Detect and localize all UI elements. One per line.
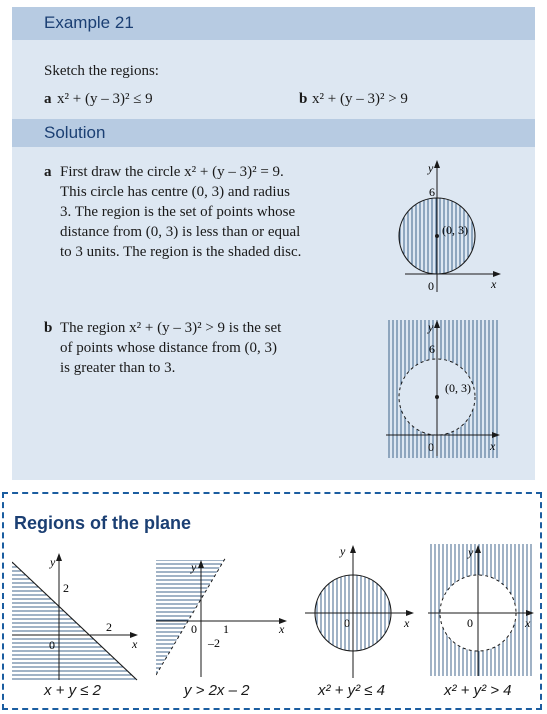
solution-b-label: b xyxy=(44,320,53,336)
x-axis-label: x xyxy=(491,277,497,291)
y-axis-label: y xyxy=(428,320,434,334)
centre-point xyxy=(435,395,439,399)
region-graph-disc xyxy=(300,540,418,680)
y-axis-label: y xyxy=(428,161,434,175)
region-caption: x² + y² ≤ 4 xyxy=(318,682,385,699)
origin-label: 0 xyxy=(467,616,473,630)
region-graph-linear-1 xyxy=(12,550,140,682)
part-a-label: a xyxy=(44,91,52,107)
part-a-expression: x² + (y – 3)² ≤ 9 xyxy=(57,91,153,107)
centre-label: (0, 3) xyxy=(445,381,471,395)
origin-label: 0 xyxy=(428,279,434,293)
region-caption: x² + y² > 4 xyxy=(444,682,512,699)
y-axis-label: y xyxy=(468,545,474,559)
y-intercept-label: 2 xyxy=(63,581,69,595)
solution-a-line: 3. The region is the set of points whose xyxy=(60,204,296,220)
solution-a-line: This circle has centre (0, 3) and radius xyxy=(60,184,290,200)
origin-label: 0 xyxy=(49,638,55,652)
solution-a-label: a xyxy=(44,164,52,180)
x-axis-label: x xyxy=(490,439,496,453)
y-tick-6: 6 xyxy=(429,342,435,356)
x-axis-label: x xyxy=(525,616,531,630)
origin-label: 0 xyxy=(191,622,197,636)
solution-b-line: is greater than to 3. xyxy=(60,360,176,376)
shaded-disc xyxy=(310,570,400,660)
part-b-expression: x² + (y – 3)² > 9 xyxy=(312,91,408,107)
centre-label: (0, 3) xyxy=(442,223,468,237)
regions-title: Regions of the plane xyxy=(14,513,192,533)
x-axis-label: x xyxy=(132,637,138,651)
x-intercept-label: 2 xyxy=(106,620,112,634)
shaded-exterior xyxy=(428,544,534,676)
y-axis-arrow-icon xyxy=(434,160,440,168)
solution-title: Solution xyxy=(44,123,106,142)
y-tick-6: 6 xyxy=(429,185,435,199)
x-axis-label: x xyxy=(404,616,410,630)
origin-label: 0 xyxy=(344,616,350,630)
region-graph-exterior xyxy=(426,542,538,678)
y-axis-label: y xyxy=(191,560,197,574)
solution-a-line: First draw the circle x² + (y – 3)² = 9. xyxy=(60,164,284,180)
origin-label: 0 xyxy=(428,440,434,454)
y-axis-label: y xyxy=(50,555,56,569)
solution-graph-b xyxy=(384,318,502,460)
solution-a-line: distance from (0, 3) is less than or equal xyxy=(60,224,301,240)
y-axis-arrow-icon xyxy=(350,545,356,553)
region-caption: x + y ≤ 2 xyxy=(44,682,102,699)
x-axis-label: x xyxy=(279,622,285,636)
solution-b-line: The region x² + (y – 3)² > 9 is the set xyxy=(60,320,282,336)
region-caption: y > 2x – 2 xyxy=(184,682,250,699)
solution-a-line: to 3 units. The region is the shaded disc. xyxy=(60,244,302,260)
y-intercept-label: –2 xyxy=(208,636,220,650)
region-graph-linear-2 xyxy=(156,555,288,680)
centre-point xyxy=(435,234,439,238)
example-title: Example 21 xyxy=(44,13,134,32)
solution-graph-a xyxy=(395,158,505,298)
shaded-disc xyxy=(395,188,485,288)
y-axis-label: y xyxy=(340,544,346,558)
y-axis-arrow-icon xyxy=(56,553,62,561)
example-prompt: Sketch the regions: xyxy=(44,63,159,79)
solution-b-line: of points whose distance from (0, 3) xyxy=(60,340,278,356)
part-b-label: b xyxy=(299,91,308,107)
shaded-exterior xyxy=(386,320,500,458)
x-intercept-label: 1 xyxy=(223,622,229,636)
